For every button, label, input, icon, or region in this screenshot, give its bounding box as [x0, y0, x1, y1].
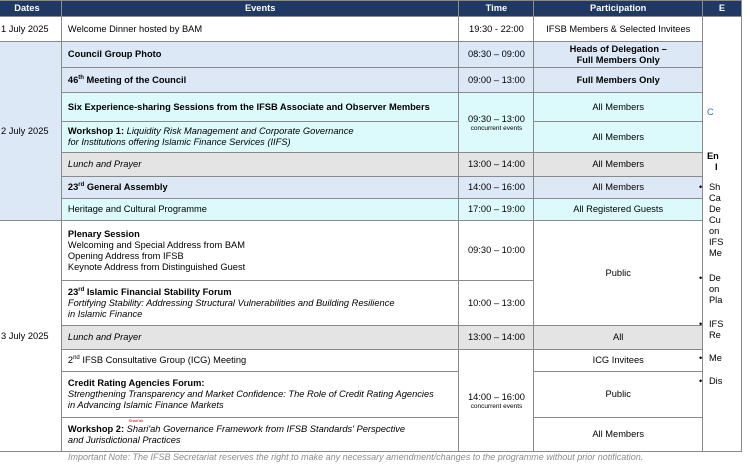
forum-title: Islamic Financial Stability Forum — [84, 286, 232, 297]
side-bullet-line: on — [708, 226, 720, 236]
event-cell — [61, 418, 459, 452]
side-bullet-5-text — [709, 376, 739, 387]
event-cell: Lunch and Prayer — [61, 153, 459, 177]
forum-subtitle-2: in Islamic Finance — [67, 308, 143, 319]
bullet-icon: • — [698, 273, 703, 283]
event-cell — [61, 350, 459, 372]
date-cell: 2 July 2025 — [0, 42, 61, 221]
table-row — [0, 221, 742, 281]
event-suffix: rd — [78, 181, 85, 188]
forum-subtitle-1: Fortifying Stability: Addressing Structural Vulnerabilities and Building Resilience — [67, 297, 395, 308]
event-cell: Council Group Photo — [61, 42, 459, 68]
time-value: 14:00 – 16:00 — [468, 391, 525, 402]
side-bullet-line: IFS — [708, 319, 724, 329]
header-participation: Participation — [534, 1, 703, 17]
table-row — [0, 93, 742, 122]
important-note: Important Note: The IFSB Secretariat reserves the right to make any necessary amendment/changes to the programme without prior notification. — [68, 452, 644, 462]
participation-cell: All Members — [534, 93, 703, 122]
bullet-icon: • — [698, 353, 703, 363]
date-cell: 3 July 2025 — [0, 221, 61, 452]
table-row — [0, 42, 742, 68]
participation-cell: All Registered Guests — [534, 199, 703, 221]
side-bullet-line: Me — [708, 248, 722, 258]
time-cell: 14:00 – 16:00 — [459, 177, 534, 199]
event-cell — [61, 177, 459, 199]
time-cell — [459, 350, 534, 452]
cra-forum-subtitle-1: Strengthening Transparency and Market Confidence: The Role of Credit Rating Agencies — [67, 389, 434, 399]
event-cell — [61, 372, 459, 418]
participation-cell: Public — [534, 372, 703, 418]
icg-title: IFSB Consultative Group (ICG) Meeting — [79, 355, 247, 365]
time-note: concurrent events — [470, 402, 523, 410]
participation-cell: All Members — [534, 177, 703, 199]
participation-line-1: Heads of Delegation – — [569, 43, 667, 54]
bullet-icon: • — [698, 319, 703, 329]
table-row — [0, 122, 742, 153]
side-en-heading: En — [706, 151, 719, 161]
workshop-label: Workshop 2: — [67, 423, 125, 434]
participation-cell: Public — [534, 221, 703, 326]
event-number: 46 — [67, 74, 79, 85]
side-en-heading-2: I — [714, 162, 718, 172]
time-note: concurrent events — [470, 124, 523, 132]
event-cell — [61, 122, 459, 153]
table-row — [0, 350, 742, 372]
event-cell: Lunch and Prayer — [61, 326, 459, 350]
table-row — [0, 418, 742, 452]
workshop-title-1: Liquidity Risk Management and Corporate Governance — [124, 126, 354, 136]
table-row — [0, 177, 742, 199]
event-cell: Welcome Dinner hosted by BAM — [61, 17, 459, 42]
side-bullet-line: Me — [708, 353, 722, 363]
header-time: Time — [459, 1, 534, 17]
table-row — [0, 199, 742, 221]
table-row — [0, 17, 742, 42]
time-cell: 08:30 – 09:00 — [459, 42, 534, 68]
side-bullet-4-text — [709, 353, 739, 364]
participation-cell: ICG Invitees — [534, 350, 703, 372]
time-cell: 13:00 – 14:00 — [459, 326, 534, 350]
side-bullet-line: Pla — [708, 295, 723, 305]
participation-cell: All Members — [534, 153, 703, 177]
table-row — [0, 68, 742, 93]
side-panel — [698, 17, 741, 452]
workshop-title-2: and Jurisdictional Practices — [67, 434, 181, 445]
side-bullet-line: De — [708, 273, 721, 283]
event-cell: Heritage and Cultural Programme — [61, 199, 459, 221]
bullet-icon: • — [698, 376, 703, 386]
time-cell: 19:30 - 22:00 — [459, 17, 534, 42]
workshop-title-2: for Institutions offering Islamic Finance Services (IIFS) — [67, 137, 291, 147]
plenary-title: Plenary Session — [67, 228, 140, 239]
event-cell — [61, 68, 459, 93]
icg-number: 2 — [67, 355, 74, 365]
time-cell: 09:30 – 10:00 — [459, 221, 534, 281]
header-dates: Dates — [0, 1, 61, 17]
header-extra: E — [702, 1, 741, 17]
table-row — [0, 326, 742, 350]
icg-suffix: nd — [73, 354, 80, 361]
event-cell — [61, 281, 459, 326]
plenary-line-3: Keynote Address from Distinguished Guest — [67, 261, 246, 272]
table-row — [0, 153, 742, 177]
table-row — [0, 372, 742, 418]
cra-forum-title: Credit Rating Agencies Forum: — [67, 378, 205, 388]
participation-cell: IFSB Members & Selected Invitees — [534, 17, 703, 42]
participation-cell: All Members — [534, 418, 703, 452]
participation-line-2: Full Members Only — [576, 54, 660, 65]
time-cell: 09:00 – 13:00 — [459, 68, 534, 93]
time-cell: 10:00 – 13:00 — [459, 281, 534, 326]
participation-cell: Full Members Only — [534, 68, 703, 93]
event-title: Meeting of the Council — [83, 74, 187, 85]
bullet-icon: • — [698, 182, 703, 192]
event-title: General Assembly — [84, 182, 168, 192]
plenary-line-2: Opening Address from IFSB — [67, 250, 184, 261]
time-cell — [459, 93, 534, 153]
side-bullet-line: Ca — [708, 193, 721, 203]
participation-cell: All Members — [534, 122, 703, 153]
event-number: 23 — [67, 182, 79, 192]
time-value: 09:30 – 13:00 — [468, 113, 525, 124]
side-bullet-line: on — [708, 284, 720, 294]
side-c-letter: C — [706, 107, 714, 117]
side-bullet-line: Sh — [708, 182, 721, 192]
side-bullet-3-text — [709, 319, 739, 341]
side-bullet-line: De — [708, 204, 721, 214]
event-cell: Six Experience-sharing Sessions from the IFSB Associate and Observer Members — [61, 93, 459, 122]
cra-forum-subtitle-2: in Advancing Islamic Finance Markets — [67, 400, 224, 410]
side-bullet-line: Dis — [708, 376, 723, 386]
side-bullet-2-text — [709, 273, 739, 306]
participation-cell — [534, 42, 703, 68]
header-row — [0, 1, 742, 17]
side-bullet-line: Cu — [708, 215, 721, 225]
time-cell: 13:00 – 14:00 — [459, 153, 534, 177]
workshop-title-1: Governance Framework from IFSB Standards' Perspective — [160, 423, 406, 434]
forum-suffix: rd — [78, 286, 85, 293]
shariah-text: Shari'ah — [126, 423, 161, 434]
header-events: Events — [61, 1, 459, 17]
side-bullet-1-text — [709, 182, 739, 259]
time-cell: 17:00 – 19:00 — [459, 199, 534, 221]
shariah-word — [126, 417, 161, 435]
event-suffix: th — [78, 74, 84, 81]
workshop-label: Workshop 1: — [67, 126, 125, 136]
plenary-line-1: Welcoming and Special Address from BAM — [67, 239, 245, 250]
forum-number: 23 — [67, 286, 79, 297]
side-bullet-line: Re — [708, 330, 721, 340]
date-cell: 1 July 2025 — [0, 17, 61, 42]
event-cell — [61, 221, 459, 281]
side-bullet-line: IFS — [708, 237, 724, 247]
shariah-annotation: Shari'ah — [128, 417, 144, 423]
participation-cell: All — [534, 326, 703, 350]
